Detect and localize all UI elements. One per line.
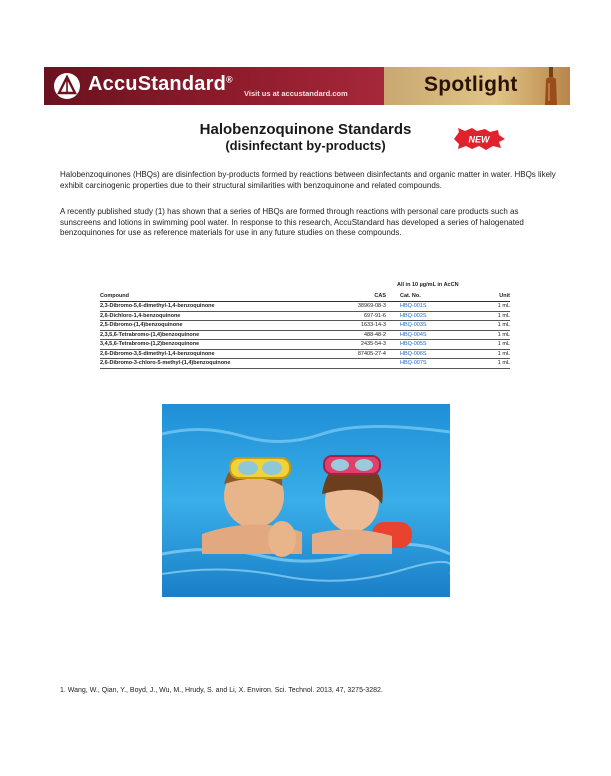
- col-header-cat: Cat. No.: [386, 292, 470, 302]
- spotlight-label: Spotlight: [424, 73, 518, 96]
- cas-cell: 697-91-6: [338, 311, 386, 321]
- unit-cell: 1 mL: [470, 359, 510, 369]
- compound-cell: 2,6-Dibromo-3-chloro-5-methyl-(1,4)benzoquinone: [100, 359, 338, 369]
- swimming-pool-photo: [162, 404, 450, 597]
- intro-paragraph: Halobenzoquinones (HBQs) are disinfection by-products formed by reactions between disinfectants and organic matter in water. HBQs likely exhibit carcinogenic properties due to their structural similarities with benzoquinone and related compounds.: [60, 170, 556, 190]
- col-header-cas: CAS: [338, 292, 386, 302]
- compound-cell: 3,4,5,6-Tetrabromo-(1,2)benzoquinone: [100, 340, 338, 350]
- table-row: [100, 302, 510, 312]
- unit-cell: 1 mL: [470, 321, 510, 331]
- cat-link[interactable]: HBQ-004S: [386, 330, 470, 340]
- compound-cell: 2,5-Dibromo-(1,4)benzoquinone: [100, 321, 338, 331]
- table-row: [100, 330, 510, 340]
- study-paragraph: A recently published study (1) has shown that a series of HBQs are formed through reactions with personal care products such as sunscreens and lotions in swimming pool water. In response to this research, AccuStandard has developed a series of halogenated benzoquinones for use as reference materials for use in any future studies on these compounds.: [60, 207, 524, 237]
- unit-cell: 1 mL: [470, 340, 510, 350]
- cat-link[interactable]: HBQ-007S: [386, 359, 470, 369]
- col-header-compound: Compound: [100, 292, 338, 302]
- page-title: Halobenzoquinone Standards: [199, 121, 412, 138]
- table-row: [100, 311, 510, 321]
- table-row: [100, 321, 510, 331]
- cas-cell: [338, 359, 386, 369]
- cat-link[interactable]: HBQ-001S: [386, 302, 470, 312]
- cat-link[interactable]: HBQ-002S: [386, 311, 470, 321]
- compound-cell: 2,6-Dibromo-3,5-dimethyl-1,4-benzoquinone: [100, 349, 338, 359]
- compound-cell: 2,3-Dibromo-5,6-dimethyl-1,4-benzoquinone: [100, 302, 338, 312]
- reference-citation: 1. Wang, W., Qian, Y., Boyd, J., Wu, M., Hrudy, S. and Li, X. Environ. Sci. Technol. 2013, 47, 3275-3282.: [60, 687, 383, 694]
- cas-cell: 38969-08-3: [338, 302, 386, 312]
- brand-section: [44, 67, 384, 105]
- product-table: [100, 292, 510, 369]
- unit-cell: 1 mL: [470, 349, 510, 359]
- col-header-unit: Unit: [470, 292, 510, 302]
- table-row: [100, 349, 510, 359]
- new-badge-text: NEW: [468, 134, 490, 145]
- header-banner: [44, 67, 570, 105]
- brand-name: AccuStandard®: [88, 73, 233, 95]
- cas-cell: 1633-14-3: [338, 321, 386, 331]
- spotlight-section: [384, 67, 570, 105]
- compound-cell: 2,6-Dichloro-1,4-benzoquinone: [100, 311, 338, 321]
- cas-cell: 87405-27-4: [338, 349, 386, 359]
- unit-cell: 1 mL: [470, 302, 510, 312]
- unit-cell: 1 mL: [470, 311, 510, 321]
- cas-cell: 2435-54-3: [338, 340, 386, 350]
- table-caption: All in 10 µg/mL in AcCN: [397, 282, 459, 288]
- website-link[interactable]: Visit us at accustandard.com: [244, 89, 348, 98]
- ampoule-icon: [540, 67, 562, 105]
- table-row: [100, 359, 510, 369]
- cat-link[interactable]: HBQ-006S: [386, 349, 470, 359]
- table-header-row: [100, 292, 510, 302]
- new-badge-icon: [452, 128, 506, 150]
- accustandard-logo-icon: [54, 73, 80, 99]
- table-row: [100, 340, 510, 350]
- compound-cell: 2,3,5,6-Tetrabromo-(1,4)benzoquinone: [100, 330, 338, 340]
- cat-link[interactable]: HBQ-005S: [386, 340, 470, 350]
- unit-cell: 1 mL: [470, 330, 510, 340]
- page-subtitle: (disinfectant by-products): [225, 138, 386, 153]
- cat-link[interactable]: HBQ-003S: [386, 321, 470, 331]
- cas-cell: 488-48-2: [338, 330, 386, 340]
